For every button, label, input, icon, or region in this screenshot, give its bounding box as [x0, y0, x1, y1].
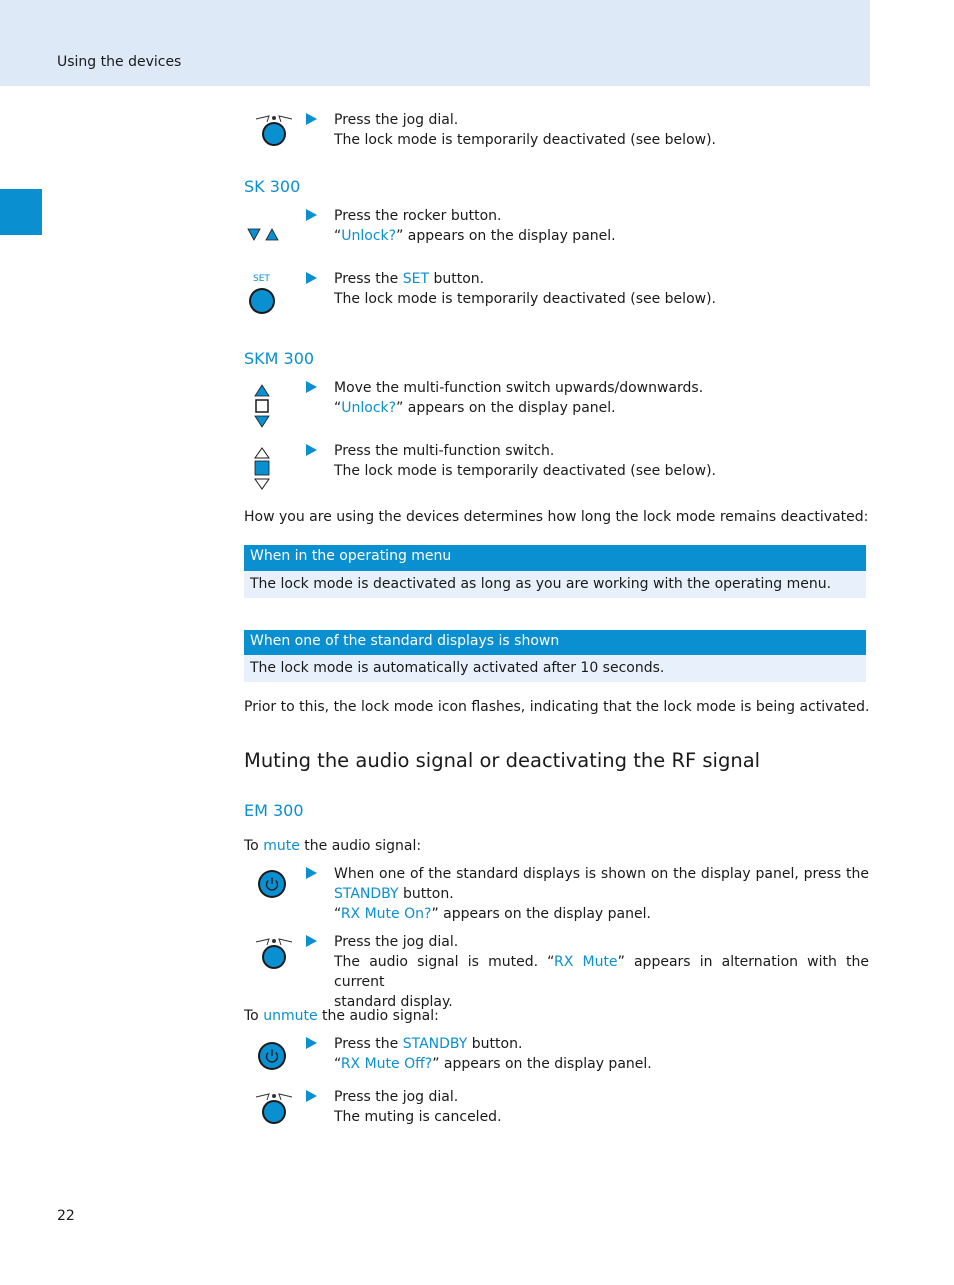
jog-dial-icon [250, 112, 298, 148]
page-number: 22 [57, 1208, 75, 1224]
subheading-sk300: SK 300 [244, 177, 301, 196]
set-button-label: SET [253, 274, 270, 284]
table-body-standard-displays: The lock mode is automatically activated after 10 seconds. [244, 655, 866, 682]
step-bullet [306, 1090, 317, 1102]
unmute-intro: To unmute the audio signal: [244, 1008, 439, 1024]
jog-dial-icon [250, 1090, 298, 1126]
step-text: Press the jog dial. The muting is canceled. [334, 1089, 502, 1125]
prior-paragraph: Prior to this, the lock mode icon flashes, indicating that the lock mode is being activated. [244, 699, 870, 715]
rocker-button-icon [247, 227, 279, 243]
step-text: Press the jog dial. The lock mode is temporarily deactivated (see below). [334, 112, 716, 148]
multi-function-switch-press-icon [253, 446, 271, 492]
set-button-icon [248, 287, 276, 315]
multi-function-switch-updown-icon [253, 383, 271, 429]
header-band [0, 0, 870, 86]
jog-dial-icon [250, 935, 298, 971]
step-bullet [306, 867, 317, 879]
step-bullet [306, 272, 317, 284]
section-title: Using the devices [57, 54, 182, 70]
step-text: Press the rocker button. “Unlock?” appears on the display panel. [334, 208, 616, 244]
subheading-skm300: SKM 300 [244, 349, 315, 368]
intro-paragraph: How you are using the devices determines how long the lock mode remains deactivated: [244, 509, 869, 525]
step-bullet [306, 935, 317, 947]
step-text: When one of the standard displays is shown on the display panel, press the STANDBY button. “RX Mute On?” appears on the display panel. [334, 866, 869, 922]
step-text: Press the multi-function switch. The lock mode is temporarily deactivated (see below). [334, 443, 716, 479]
step-bullet [306, 209, 317, 221]
mute-intro: To mute the audio signal: [244, 838, 422, 854]
table-header-operating-menu: When in the operating menu [244, 545, 866, 571]
step-text: Press the SET button. The lock mode is temporarily deactivated (see below). [334, 271, 716, 307]
step-bullet [306, 444, 317, 456]
step-text: Press the jog dial. The audio signal is muted. “RX Mute” appears in alternation with the current standard display. [334, 934, 870, 1010]
step-text: Move the multi-function switch upwards/downwards. “Unlock?” appears on the display panel. [334, 380, 704, 416]
standby-button-icon [257, 869, 287, 899]
subheading-em300: EM 300 [244, 801, 304, 820]
chapter-tab [0, 189, 42, 235]
table-header-standard-displays: When one of the standard displays is shown [244, 630, 866, 656]
step-bullet [306, 1037, 317, 1049]
section-heading-muting: Muting the audio signal or deactivating the RF signal [244, 749, 761, 772]
table-body-operating-menu: The lock mode is deactivated as long as you are working with the operating menu. [244, 571, 866, 598]
step-bullet [306, 381, 317, 393]
step-bullet [306, 113, 317, 125]
step-text: Press the STANDBY button. “RX Mute Off?” appears on the display panel. [334, 1036, 652, 1072]
standby-button-icon [257, 1041, 287, 1071]
